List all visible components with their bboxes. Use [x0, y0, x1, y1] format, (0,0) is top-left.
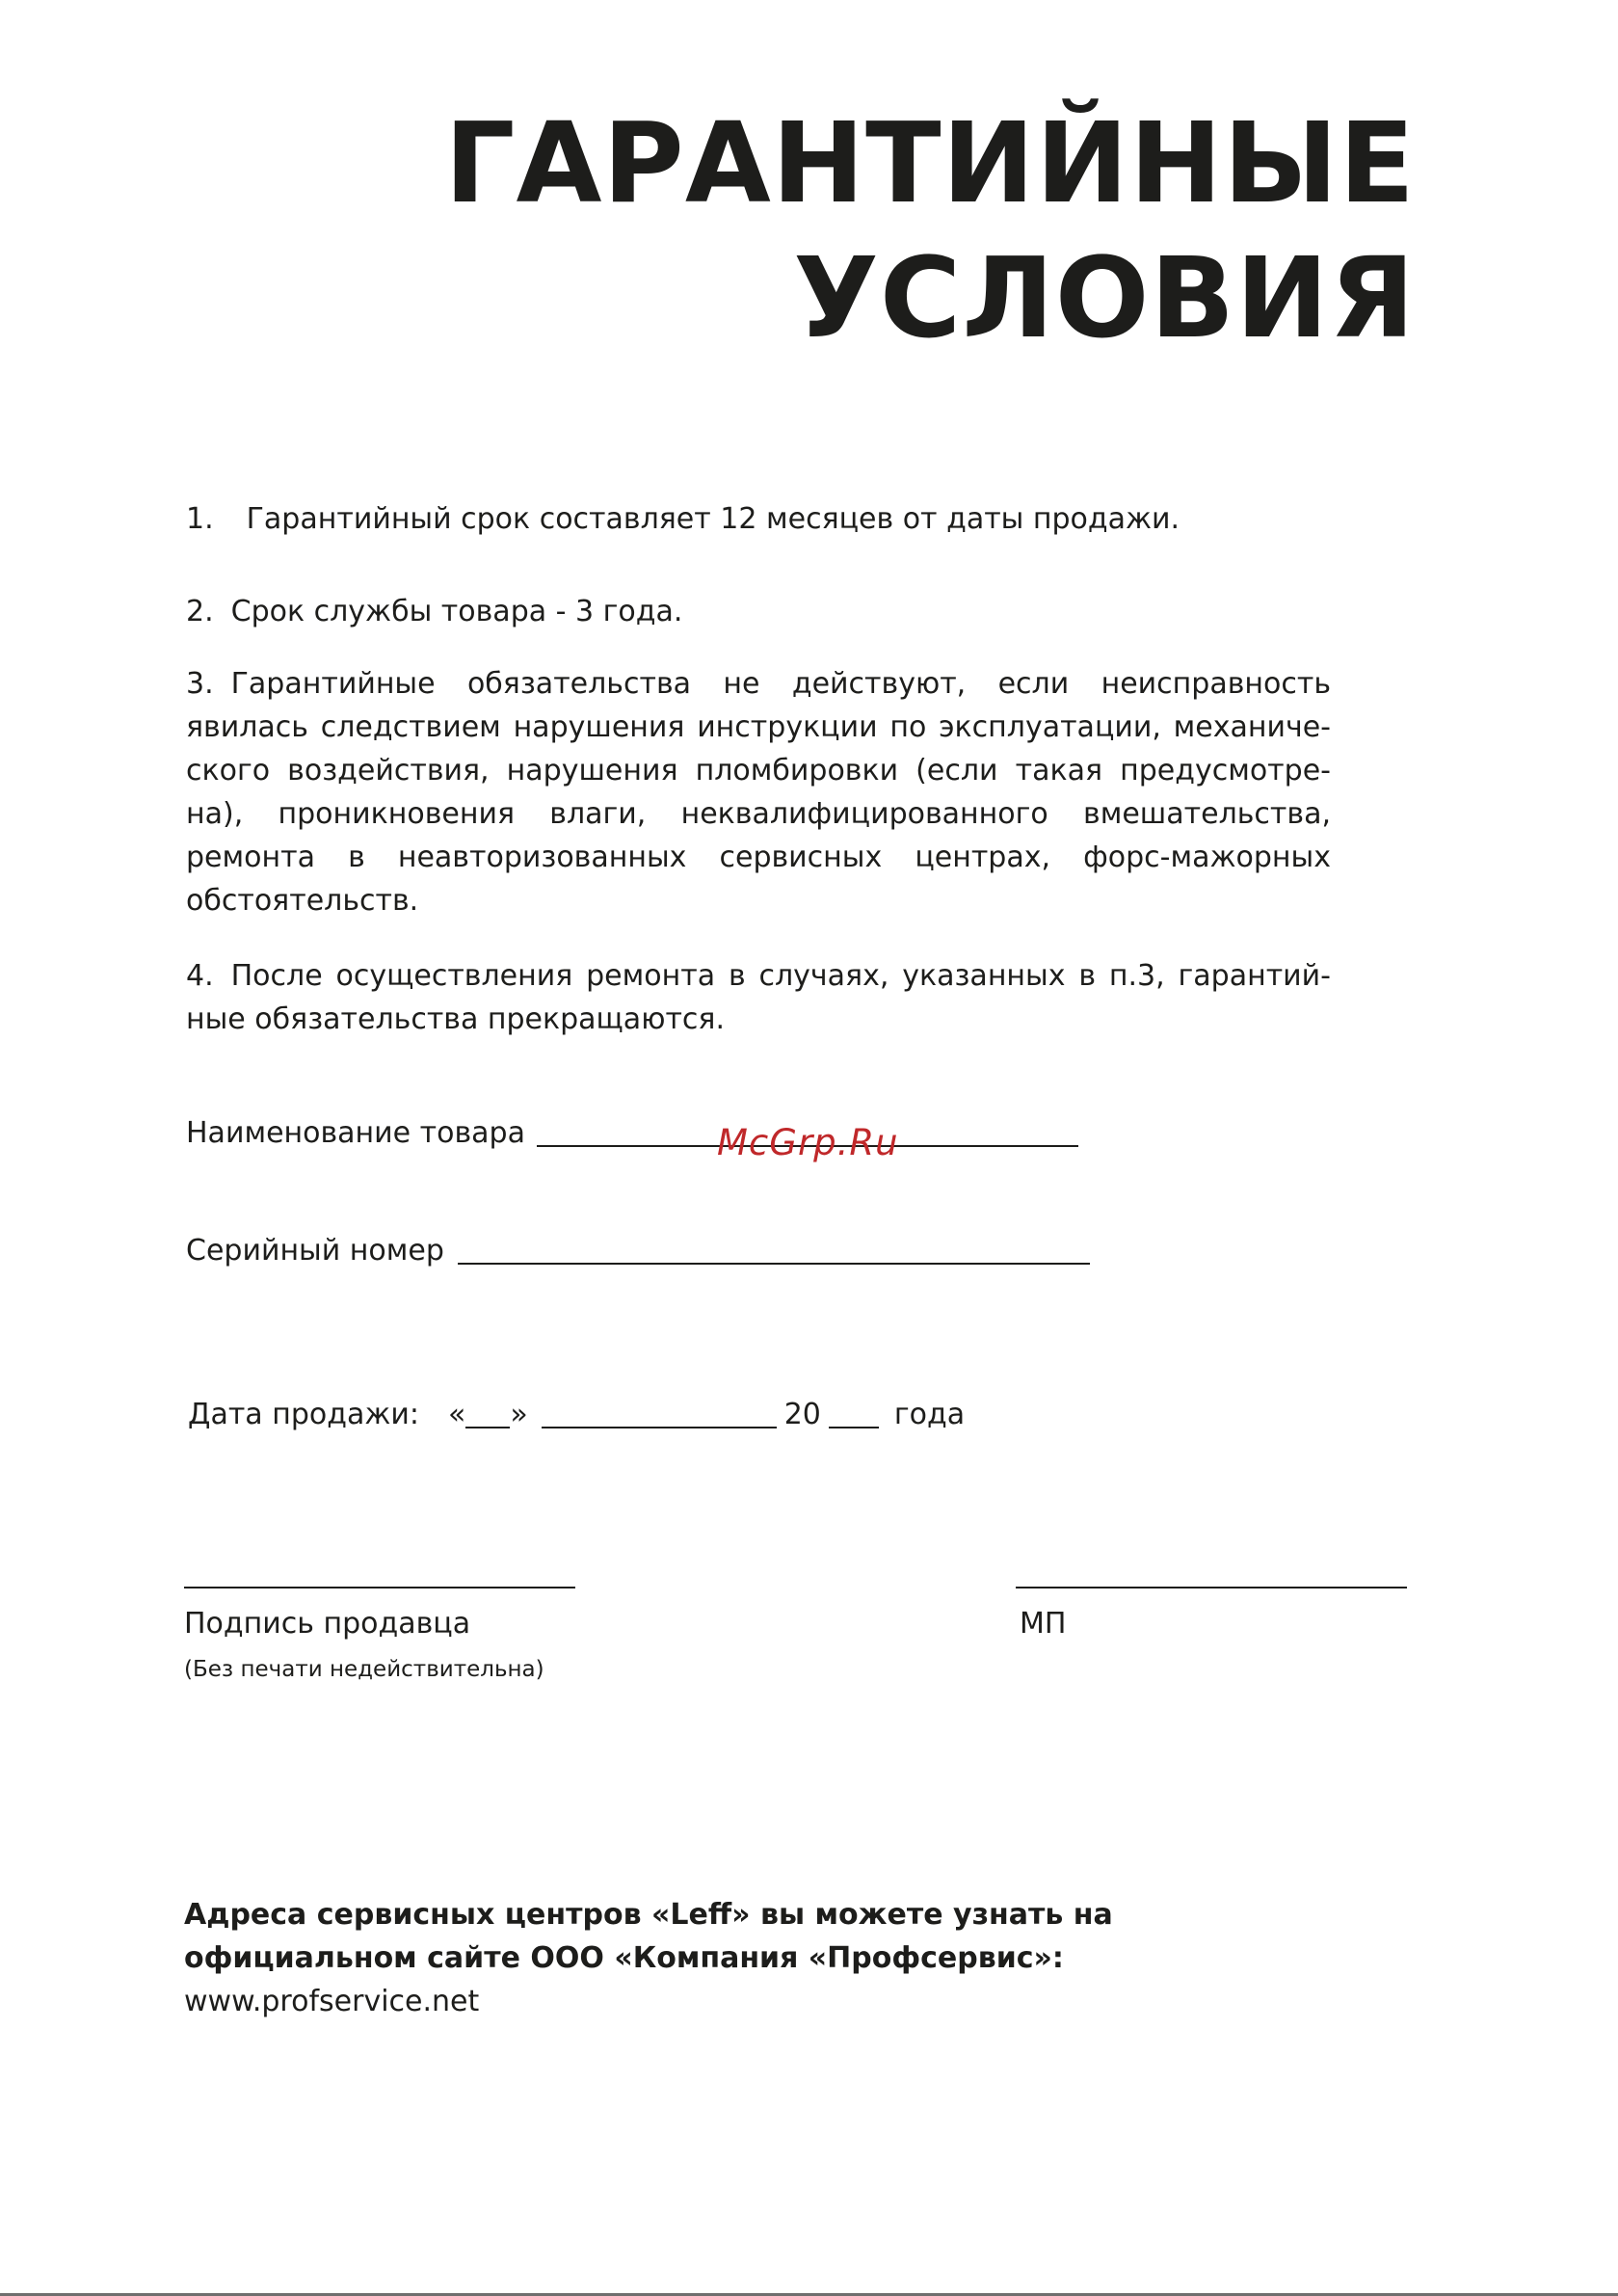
term-text: Гарантийный срок составляет 12 месяцев от даты продажи. — [246, 502, 1180, 536]
sale-date-field — [188, 1396, 965, 1434]
date-close-quote: » — [510, 1398, 528, 1431]
product-name-label: Наименование товара — [186, 1116, 525, 1150]
stamp-line[interactable] — [1016, 1586, 1407, 1589]
service-centers-note — [184, 1893, 1331, 2023]
term-item-3 — [186, 662, 1331, 922]
term-text: Гарантийные обязательства не действуют, если неисправность явилась следствием нарушения инструкции по эксплуатации, механиче-ского воздействия, нарушения пломбировки (если такая предусмотре-на), проникновения влаги, неквалифицированного вмешательства, ремонта в неавторизованных сервисных центрах, форс-мажорных обстоятельств. — [186, 667, 1331, 918]
term-item-2 — [186, 590, 1331, 633]
term-number: 2. — [186, 595, 214, 628]
term-number: 4. — [186, 959, 214, 993]
sale-month-blank[interactable] — [542, 1426, 777, 1428]
page-title — [444, 96, 1416, 366]
date-open-quote: « — [448, 1398, 466, 1431]
page-title-line-1: ГАРАНТИЙНЫЕ — [444, 99, 1416, 228]
sale-day-blank[interactable] — [465, 1426, 510, 1428]
seller-signature-line[interactable] — [184, 1586, 575, 1589]
serial-number-label: Серийный номер — [186, 1234, 444, 1268]
year-prefix: 20 — [783, 1398, 821, 1431]
term-number: 1. — [186, 502, 214, 536]
term-item-4 — [186, 954, 1331, 1041]
watermark: McGrp.Ru — [717, 1122, 899, 1163]
service-centers-text: Адреса сервисных центров «Leff» вы можете узнать на официальном сайте ООО «Компания «Профсервис»: — [184, 1898, 1113, 1975]
serial-number-field — [186, 1232, 1090, 1270]
seller-signature-label: Подпись продавца — [184, 1607, 471, 1641]
sale-year-blank[interactable] — [829, 1426, 879, 1428]
serial-number-blank[interactable] — [458, 1262, 1090, 1265]
sale-date-label: Дата продажи: — [188, 1398, 419, 1431]
seller-signature-note: (Без печати недействительна) — [184, 1657, 544, 1682]
term-number: 3. — [186, 667, 214, 701]
term-text: После осуществления ремонта в случаях, указанных в п.3, гарантий-ные обязательства прекращаются. — [186, 959, 1331, 1036]
year-suffix: года — [893, 1398, 966, 1431]
stamp-label: МП — [1020, 1607, 1067, 1641]
product-name-field — [186, 1114, 1078, 1153]
page-title-line-2: УСЛОВИЯ — [793, 234, 1416, 363]
term-item-1 — [186, 497, 1331, 541]
website-link[interactable]: www.profservice.net — [184, 1985, 480, 2018]
term-text: Срок службы товара - 3 года. — [230, 595, 683, 628]
